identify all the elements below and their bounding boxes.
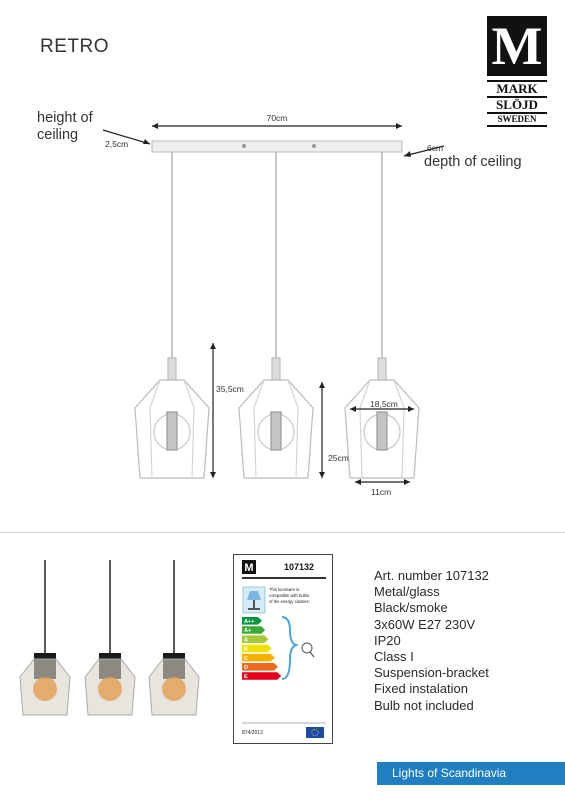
footer-tagline: Lights of Scandinavia bbox=[392, 766, 507, 780]
plate-screw bbox=[242, 144, 246, 148]
section-divider bbox=[0, 532, 565, 533]
product-title: RETRO bbox=[40, 36, 109, 57]
photo-pendant-2 bbox=[85, 653, 135, 715]
photo-pendant-1 bbox=[20, 653, 70, 715]
lamp-icon bbox=[243, 587, 265, 613]
dim-total-height-label: 35,5cm bbox=[216, 384, 244, 394]
spec-line: Class I bbox=[374, 649, 414, 665]
energy-class-label: E bbox=[244, 674, 248, 681]
plate-screw bbox=[312, 144, 316, 148]
spec-line: Suspension-bracket bbox=[374, 665, 489, 681]
energy-class-label: A++ bbox=[244, 619, 255, 625]
energy-regulation: 874/2012 bbox=[242, 730, 263, 736]
class-bracket bbox=[282, 617, 296, 679]
energy-class-label: A+ bbox=[244, 628, 252, 635]
product-photo bbox=[10, 555, 210, 725]
energy-label-graphic bbox=[234, 555, 332, 743]
logo-letter: M bbox=[491, 16, 543, 76]
eu-flag bbox=[306, 727, 324, 738]
dim-base-label: 11cm bbox=[371, 487, 392, 497]
spec-line: Fixed instalation bbox=[374, 681, 468, 697]
spec-list bbox=[374, 568, 489, 714]
energy-class-label: B bbox=[244, 646, 248, 653]
energy-class-bars bbox=[242, 617, 281, 680]
energy-class-bar bbox=[242, 672, 281, 680]
dim-width-label: 70cm bbox=[266, 113, 288, 123]
dim-shade-height-label: 25cm bbox=[328, 453, 349, 463]
pendant-shade-1 bbox=[135, 358, 209, 478]
photo-pendant-3 bbox=[149, 653, 199, 715]
spec-line: Bulb not included bbox=[374, 697, 474, 713]
height-of-ceiling-label: height of ceiling bbox=[37, 110, 93, 143]
energy-class-label: A bbox=[244, 637, 248, 644]
spec-line: Metal/glass bbox=[374, 584, 440, 600]
depth-of-ceiling-label: depth of ceiling bbox=[424, 154, 522, 170]
dim-plate-height-label: 2,5cm bbox=[105, 139, 129, 149]
logo-line-3: SWEDEN bbox=[487, 112, 547, 127]
energy-compat-3: of the energy classes: bbox=[269, 599, 310, 604]
dim-shade-width-label: 18,5cm bbox=[370, 399, 398, 409]
pendant-shade-3 bbox=[345, 358, 419, 478]
spec-line: IP20 bbox=[374, 632, 401, 648]
pendant-shade-2 bbox=[239, 358, 313, 478]
logo-line-1: MARK bbox=[487, 80, 547, 96]
ceiling-plate bbox=[152, 141, 402, 152]
energy-class-label: D bbox=[244, 665, 248, 671]
energy-compat-2: compatible with bulbs bbox=[269, 593, 310, 598]
logo-line-2: SLÖJD bbox=[487, 96, 547, 112]
energy-label bbox=[233, 554, 333, 744]
energy-art-number: 107132 bbox=[284, 562, 315, 572]
spec-line: 3x60W E27 230V bbox=[374, 616, 476, 632]
energy-class-label: C bbox=[244, 655, 248, 662]
svg-text:M: M bbox=[244, 562, 254, 574]
bulb-icon bbox=[302, 643, 314, 657]
spec-line: Black/smoke bbox=[374, 600, 448, 616]
spec-line: Art. number 107132 bbox=[374, 568, 489, 583]
energy-compat-1: This luminaire is bbox=[269, 587, 300, 592]
dim-depth-label: 6cm bbox=[427, 143, 444, 153]
